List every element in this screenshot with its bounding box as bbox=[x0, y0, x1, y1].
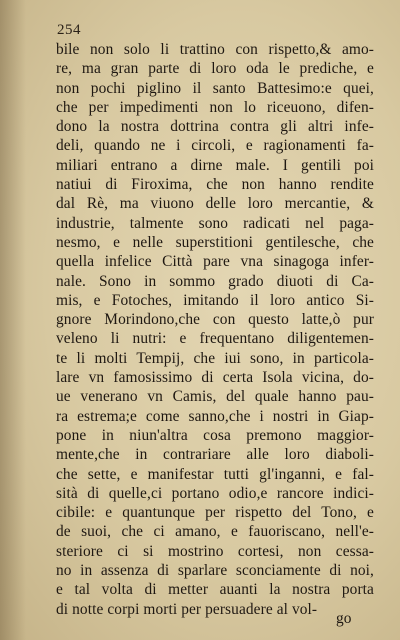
text-line: nale. Sono in sommo grado diuoti di Ca- bbox=[56, 272, 374, 290]
gutter-shadow bbox=[0, 0, 26, 640]
text-line: nesmo, e nelle superstitioni gentilesche, che bbox=[56, 233, 374, 251]
text-line: che per impedimenti non lo riceuono, difen- bbox=[56, 98, 374, 116]
text-line: gnore Morindono,che con questo latte,ò pur bbox=[56, 311, 374, 329]
text-line: no in assenza di sparlare sconciamente di noi, bbox=[56, 562, 374, 580]
text-line: quella infelice Città pare vna sinagoga infer- bbox=[56, 253, 374, 271]
text-line: che sette, e manifestar tutti gl'inganni, e fal- bbox=[56, 465, 374, 483]
body-text bbox=[56, 40, 374, 619]
text-line: ra estrema;e come sanno,che i nostri in Giap- bbox=[56, 407, 374, 425]
text-line: non pochi piglino il santo Battesimo:e quei, bbox=[56, 79, 374, 97]
page-number: 254 bbox=[57, 22, 81, 38]
text-line: di notte corpi morti per persuadere al vol- bbox=[56, 600, 318, 618]
text-line: natiui di Firoxima, che non hanno rendite bbox=[56, 176, 374, 194]
text-line: e tal volta di metter auanti la nostra porta bbox=[56, 581, 374, 599]
text-line: industrie, talmente sono radicati nel paga- bbox=[56, 214, 374, 232]
text-line: de suoi, che ci amano, e fauoriscano, nell'e- bbox=[56, 523, 374, 541]
text-line: cibile: e quantunque per rispetto del Tono, e bbox=[56, 504, 374, 522]
text-line: dono la nostra dottrina contra gli altri infe- bbox=[56, 118, 374, 136]
text-line: re, ma gran parte di loro oda le prediche, e bbox=[56, 60, 374, 78]
text-line: lare vn famosissimo di certa Isola vicina, do- bbox=[56, 369, 374, 387]
text-line: miliari entrano a dirne male. I gentili poi bbox=[56, 156, 374, 174]
text-line: mente,che in contrariare alle loro diaboli- bbox=[56, 446, 374, 464]
text-line: pone in niun'altra cosa premono maggior- bbox=[56, 426, 374, 444]
catchword: go bbox=[336, 610, 352, 627]
text-line: deli, quando ne i circoli, e ragionamenti fa- bbox=[56, 137, 374, 155]
text-line: ue venerano vn Camis, del quale hanno pau- bbox=[56, 388, 374, 406]
text-line: sità di quelle,ci portano odio,e rancore indici- bbox=[56, 484, 374, 502]
text-line: mis, e Fotoches, imitando il loro antico Si- bbox=[56, 291, 374, 309]
text-line: veleno li nutri: e frequentano diligentemen- bbox=[56, 330, 374, 348]
text-line: te li molti Tempij, che iui sono, in particola- bbox=[56, 349, 374, 367]
text-line: steriore ci si mostrino cortesi, non cessa- bbox=[56, 542, 374, 560]
text-line: bile non solo li trattino con rispetto,& amo- bbox=[56, 41, 374, 58]
text-line: dal Rè, ma viuono delle loro mercantie, & bbox=[56, 195, 374, 213]
